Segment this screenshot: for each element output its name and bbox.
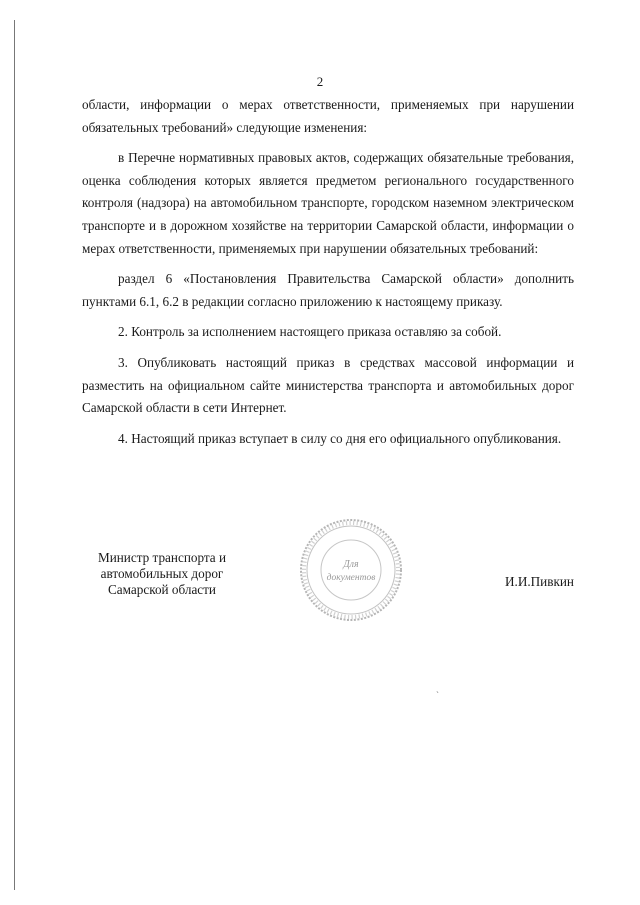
signer-title-line: автомобильных дорог bbox=[100, 566, 224, 581]
signer-title-line: Министр транспорта и bbox=[97, 550, 227, 565]
paragraph-5: 3. Опубликовать настоящий приказ в средствах массовой информации и разместить на официальном сайте министерства транспорта и автомобильных дорог Самарской области в сети Интернет. bbox=[82, 354, 574, 416]
scan-margin-line bbox=[14, 20, 15, 890]
seal-line-2: документов bbox=[326, 573, 376, 583]
signature-block bbox=[82, 550, 574, 660]
paragraph-4: 2. Контроль за исполнением настоящего приказа оставляю за собой. bbox=[118, 324, 502, 340]
official-seal-stamp bbox=[296, 515, 406, 625]
scan-artifact: ˎ bbox=[436, 683, 439, 693]
paragraph-1: области, информации о мерах ответственности, применяемых при нарушении обязательных требований» следующие изменения: bbox=[82, 97, 574, 135]
signer-title bbox=[82, 550, 242, 598]
paragraph-2: в Перечне нормативных правовых актов, содержащих обязательные требования, оценка соблюдения которых является предметом регионального государственного контроля (надзора) на автомобильном транспорте, городском наземном электрическом транспорте и в дорожном хозяйстве на территории Самарской области, информации о мерах ответственности, применяемых при нарушении обязательных требований: bbox=[82, 150, 574, 256]
paragraph-3: раздел 6 «Постановления Правительства Самарской области» дополнить пунктами 6.1, 6.2 в редакции согласно приложению к настоящему приказу. bbox=[82, 271, 574, 309]
page-number: 2 bbox=[316, 74, 324, 89]
signer-name: И.И.Пивкин bbox=[505, 574, 574, 589]
seal-line-1: Для bbox=[343, 559, 359, 570]
signer-title-line: Самарской области bbox=[108, 582, 216, 597]
document-body bbox=[82, 94, 574, 458]
paragraph-6: 4. Настоящий приказ вступает в силу со дня его официального опубликования. bbox=[118, 430, 562, 446]
